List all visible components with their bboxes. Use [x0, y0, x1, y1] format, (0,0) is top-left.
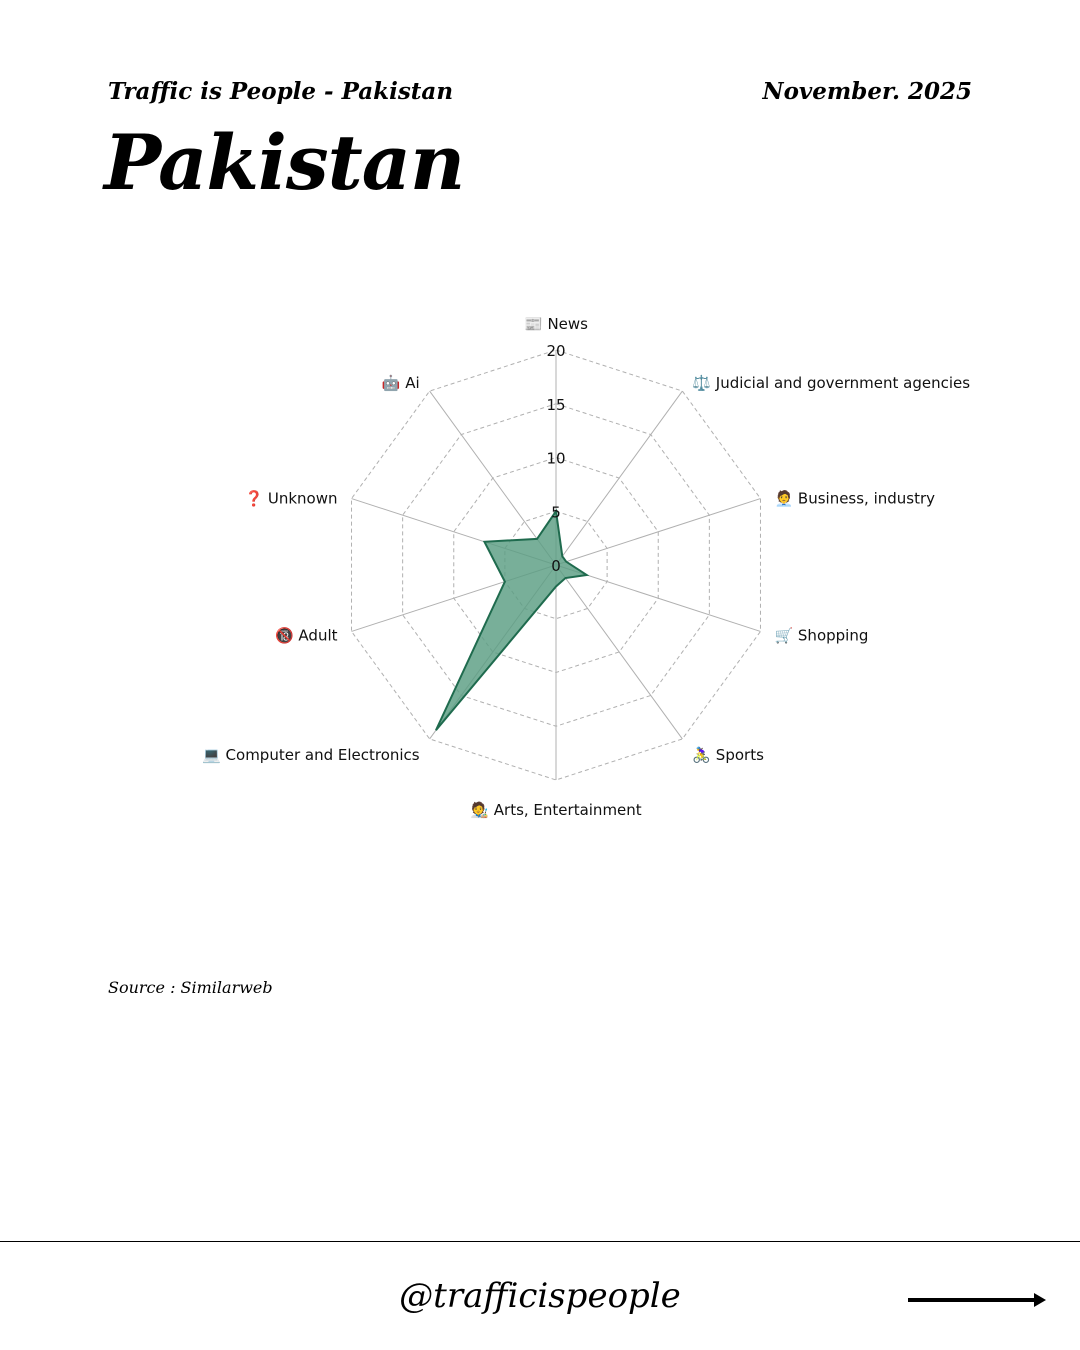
- category-label: 💻 Computer and Electronics: [202, 745, 420, 764]
- grid-spoke: [556, 565, 682, 739]
- category-label: 🤖 Ai: [381, 374, 420, 393]
- subtitle: Traffic is People - Pakistan: [108, 78, 454, 105]
- social-handle: @trafficispeople: [399, 1276, 681, 1316]
- category-label: 🧑‍💼 Business, industry: [774, 489, 936, 508]
- radial-tick: 0: [551, 557, 561, 575]
- right-arrow-icon[interactable]: [908, 1290, 1048, 1310]
- category-label: 🔞 Adult: [274, 626, 338, 645]
- grid-spoke: [556, 391, 682, 565]
- category-label: 🛒 Shopping: [774, 626, 869, 645]
- category-labels: [202, 315, 970, 819]
- category-label: 🧑‍🎨 Arts, Entertainment: [470, 801, 642, 819]
- radial-tick: 5: [551, 503, 561, 522]
- footer-divider: [0, 1241, 1080, 1242]
- radar-series-area: [436, 511, 587, 730]
- radial-tick: 10: [546, 449, 566, 468]
- category-label: ❓ Unknown: [244, 489, 338, 508]
- radial-tick: 15: [546, 395, 566, 414]
- category-label: 📰 News: [524, 315, 588, 333]
- radial-tick: 20: [546, 342, 566, 360]
- category-label: 🚴‍♀️ Sports: [692, 745, 764, 764]
- source-note: Source : Similarweb: [108, 978, 273, 997]
- date-label: November. 2025: [762, 78, 972, 105]
- page-title: Pakistan: [104, 118, 465, 207]
- category-label: ⚖️ Judicial and government agencies: [692, 374, 971, 393]
